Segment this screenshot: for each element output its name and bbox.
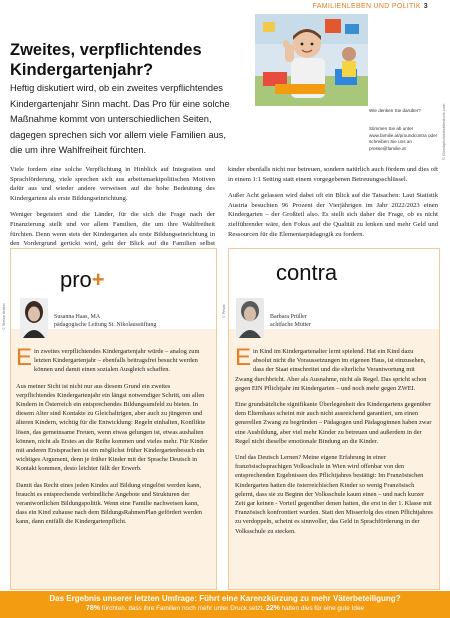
section-label [313,3,428,10]
pro-person [54,313,209,329]
caption-question: Wie denken Sie darüber? [369,108,421,113]
paragraph [235,344,433,393]
survey-result [0,604,450,613]
contra-name: Barbara Prüller [270,314,307,320]
pro-text [16,344,210,534]
contra-dropcap: E [235,344,252,371]
page-header [0,0,450,14]
contra-portrait-image [236,298,264,338]
pro-word: pro [60,267,92,292]
photo-caption [369,108,439,152]
survey-text-2: halten dies für eine gute Idee [279,605,365,612]
paragraph: Viele fordern eine solche Verpflichtung in Hinblick auf Integration und Sprachförderung, viele sprechen sich aus arbeitsmarktpolitischen Motiven dafür aus und wieder andere verweisen auf die hohe Bedeutung des Kindergartens als erste Bildungseinrichtung. [10,166,215,202]
survey-headline: Das Ergebnis unserer letzten Umfrage: Führt eine Karenzkürzung zu mehr Väterbeteiligung? [49,594,401,603]
contra-photo-credit: © Privat [222,304,226,318]
paragraph: Weniger begeistert sind die Länder, für die sich die Frage nach der Finanzierung stellt und vor allem Familien, die um ihre Wahlfreiheit fürchten. Denn wenn stets der Kindergarten als erste Bildungseinrichtung in den Vordergrund gerückt wird, geht der Blick auf die Familien selbst [10,211,215,248]
paragraph: Eine grundsätzliche signifikante Überlegenheit des Kindergartens gegenüber dem Elternhaus scheint mir auch nicht ausreichend garantiert, um einen generellen Zwang zu begründen – Pädagogen und Pädagoginnen haben zwar eine Ausbildung, aber viel mehr Kinder zu betreuen und außerdem in der Regel nicht dieselbe emotionale Bindung an die Kinder. [235,401,432,445]
caption-body: Stimmen Sie ab unter www.familie.at/proundcontra oder schreiben Sie uns an presse@familie.at [369,126,438,151]
survey-percent-no: 22% [265,605,280,612]
contra-heading: contra [276,260,338,285]
paragraph-text: in zweites verpflichtendes Kindergartenjahr würde – analog zum letzten Kindergartenjahr – ebenfalls beitragsfrei besucht werden können und damit einen sozialen Ausgleich schaffen. [34,348,200,374]
article-column-right [228,165,438,246]
pro-heading [60,267,105,293]
survey-percent-yes: 78% [85,605,100,612]
paragraph: Und das Deutsch Lernen? Meine eigene Erfahrung in einer französischsprachigen Volksschule in Wien wird offenbar von den entsprechenden Ergebnissen des Pflichtjahres bestätigt: Im Französischen Kindergarten hatten die österreichischen Kinder so wenig Französisch gelernt, dass sie zu Beginn der Volksschule kaum einen – und nach kurzer Zeit gar keinen - Vorteil gegenüber denen hatten, die erst in der 1. Klasse mit Französisch konfrontiert wurden. Statt den Misserfolg des einen Pflichtjahres zu verdoppeln, scheint es sinnvoller, das Geld in Sprachförderung in der Volksschule zu stecken. [235,454,433,535]
paragraph: Damit das Recht eines jeden Kindes auf Bildung eingelöst werden kann, braucht es entsprechende verbindliche Angebote und Strukturen der verantwortlichen Bildungspolitik. Wenn eine Familie nachweisen kann, dass ein Kind zuhause nach dem BildungsRahmenPlan gefördert werden kann, dann entfällt die Kindergartenpflicht. [16,481,202,526]
pro-portrait [20,298,48,338]
section-title: FAMILIENLEBEN UND POLITIK [312,3,421,10]
photo-illustration [255,14,368,106]
contra-text [235,344,433,543]
article-title: Zweites, verpflichtendes Kindergartenjahr? [10,41,202,79]
paragraph-text: in Kind im Kindergartenalter lernt spielend. Hat ein Kind dazu absolut nicht die Voraussetzungen im eigenen Haus, ist einzusehen, dass der Staat einschreitet und die elterliche Verantwortung mit Zwang durchbricht. Aber als Ausnahme, nicht als Regel. Das spricht schon gegen EIN Pflichtjahr im Kindergarten – und noch mehr gegen ZWEI. [235,348,427,392]
paragraph [16,344,210,375]
pro-photo-credit: © Stefan Kristel [2,303,6,330]
survey-text-1: fürchten, dass ihre Familien noch mehr unter Druck setzt, [99,605,266,612]
paragraph: Aus meiner Sicht ist nicht nur aus diesem Grund ein zweites verpflichtendes Kindergartenjahr ein längst notwendiger Schritt, um allen Kindern in Österreich ein entsprechendes Bildungsumfeld zu bieten. In diesem Alter sind Kontakte zu Gleichaltrigen, aber auch zu jüngeren und älteren Kindern, wichtig für die Entwicklung: Regeln einhalten, Konflikte lösen, das gemeinsame Freuen, wenn etwas gelungen ist, etwas aushalten können, nicht als Erstes an die Reihe kommen und vieles mehr. Für Kinder mit anderen Erstsprachen ist ein möglichst früher Kindergartenbesuch ein wichtiges Argument, denn je früher Kinder mit der Sprache Deutsch in Kontakt kommen, desto leichter fällt der Erwerb. [16,382,208,473]
pro-name: Susanna Haas, MA [54,314,101,320]
paragraph: Außer Acht gelassen wird dabei oft ein Blick auf die Tatsachen: Laut Statistik Austria besuchten 96 Prozent der Vierjährigen im Jahr 2022/2023 einen Kindergarten – der Großteil also. Es stellt sich daher die Frage, ob es nicht zielführender wäre, den Fokus auf die Qualität zu lenken und mehr Geld und Ressourcen für die Elementarpädagogik zu fordern. [228,192,438,238]
article-lead: Heftig diskutiert wird, ob ein zweites verpflichtendes Kindergartenjahr Sinn macht. Das Pro für eine solche Maßnahme kommt von unterschiedlichen Seiten, dagegen sprechen sich vor allem viele Familien aus, die um ihre Wahlfreiheit fürchten. [10,83,230,156]
photo-credit: © iStockphoto/shutterstock.com [441,103,446,160]
pro-portrait-image [20,298,48,338]
page-number: 3 [423,3,428,10]
survey-banner [0,591,450,618]
pro-dropcap: E [16,344,33,371]
plus-sign: + [91,267,105,292]
contra-person [270,313,430,329]
contra-portrait [236,298,264,338]
contra-role: achtfache Mutter [270,322,311,328]
pro-role: pädagogische Leitung St. Nikolausstiftung [54,322,157,328]
paragraph: kinder ebenfalls nicht nur betreuen, sondern natürlich auch fördern und dies oft in einem 1:1 Setting statt einem vorgegebenen Betreuungsschlüssel. [228,166,438,183]
child-thumbs-up-photo [255,14,368,106]
